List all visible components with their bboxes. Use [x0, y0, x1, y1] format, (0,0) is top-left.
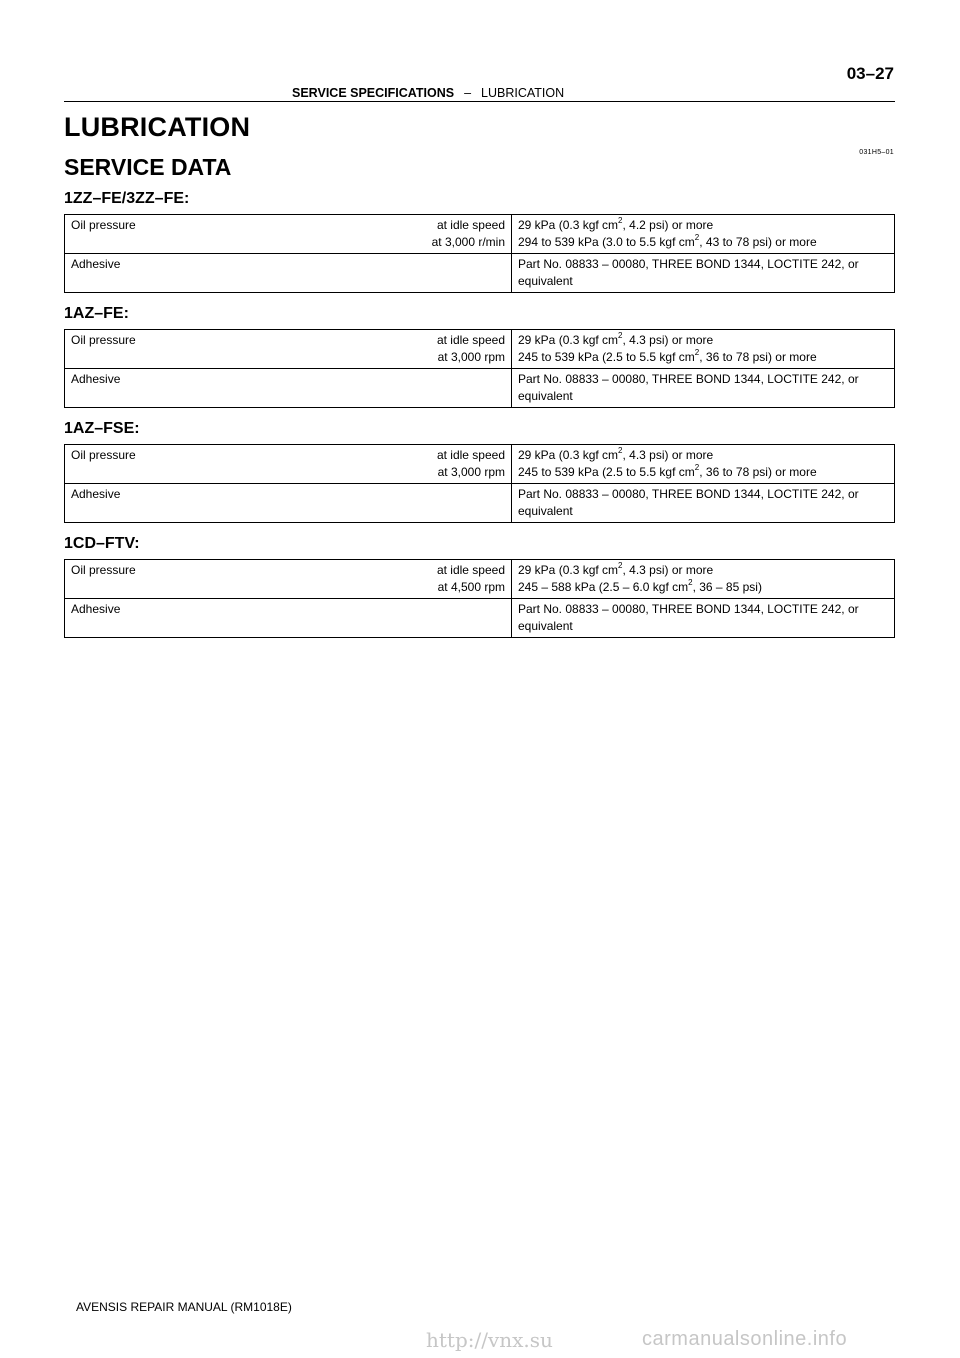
spec-sections	[64, 188, 895, 648]
spec-section-1az-fse	[64, 418, 895, 523]
spec-section-1az-fe	[64, 303, 895, 408]
spec-condition: at 4,500 rpm	[437, 580, 505, 594]
spec-table	[64, 214, 895, 293]
spec-table	[64, 329, 895, 408]
page-subtitle: SERVICE DATA	[64, 154, 232, 180]
watermark-link[interactable]: http://vnx.su	[426, 1328, 553, 1352]
page-title: LUBRICATION	[64, 112, 251, 142]
model-heading: 1AZ–FSE:	[64, 420, 140, 437]
spec-value: Part No. 08833 – 00080, THREE BOND 1344, LOCTITE 242, or equivalent	[512, 484, 895, 523]
table-row-adhesive	[65, 369, 895, 408]
model-heading: 1ZZ–FE/3ZZ–FE:	[64, 190, 190, 207]
running-header	[292, 86, 564, 100]
spec-value-cell	[512, 560, 895, 599]
spec-condition: at 3,000 rpm	[437, 465, 505, 479]
header-rule	[64, 101, 895, 102]
spec-label: Adhesive	[65, 369, 512, 408]
header-subsection: LUBRICATION	[481, 86, 565, 100]
spec-section-1cd-ftv	[64, 533, 895, 638]
spec-value-cell	[512, 330, 895, 369]
spec-condition: at idle speed	[436, 333, 505, 347]
watermark-text: carmanualsonline.info	[642, 1328, 848, 1350]
table-row-oil-pressure	[65, 560, 895, 599]
header-section: SERVICE SPECIFICATIONS	[292, 86, 455, 100]
model-heading: 1AZ–FE:	[64, 305, 129, 322]
spec-section-1zz-fe	[64, 188, 895, 293]
spec-value: Part No. 08833 – 00080, THREE BOND 1344, LOCTITE 242, or equivalent	[512, 369, 895, 408]
spec-label: Oil pressure	[71, 218, 136, 232]
table-row-oil-pressure	[65, 330, 895, 369]
spec-condition: at idle speed	[436, 563, 505, 577]
spec-value: Part No. 08833 – 00080, THREE BOND 1344, LOCTITE 242, or equivalent	[512, 254, 895, 293]
footer-manual-name: AVENSIS REPAIR MANUAL (RM1018E)	[76, 1300, 292, 1314]
table-row-adhesive	[65, 484, 895, 523]
spec-label: Adhesive	[65, 254, 512, 293]
spec-label-cell	[65, 445, 512, 484]
spec-value-cell	[512, 215, 895, 254]
spec-value: Part No. 08833 – 00080, THREE BOND 1344, LOCTITE 242, or equivalent	[512, 599, 895, 638]
spec-label: Adhesive	[65, 484, 512, 523]
spec-value: 294 to 539 kPa (3.0 to 5.5 kgf $cm^2$, 43 to 78 psi) or more	[518, 233, 817, 249]
spec-value: 245 to 539 kPa (2.5 to 5.5 kgf $cm^2$, 36 to 78 psi) or more	[518, 463, 817, 479]
spec-condition: at 3,000 r/min	[431, 235, 505, 249]
table-row-oil-pressure	[65, 215, 895, 254]
model-heading: 1CD–FTV:	[64, 535, 140, 552]
spec-label-cell	[65, 560, 512, 599]
spec-label: Adhesive	[65, 599, 512, 638]
doc-code: 031H5–01	[859, 149, 894, 156]
spec-label-cell	[65, 330, 512, 369]
spec-label: Oil pressure	[71, 563, 136, 577]
spec-label: Oil pressure	[71, 448, 136, 462]
spec-condition: at 3,000 rpm	[437, 350, 505, 364]
spec-table	[64, 444, 895, 523]
table-row-adhesive	[65, 599, 895, 638]
spec-label: Oil pressure	[71, 333, 136, 347]
spec-value: 29 kPa (0.3 kgf $cm^2$, 4.3 psi) or more	[518, 446, 714, 462]
spec-value: 245 – 588 kPa (2.5 – 6.0 kgf $cm^2$, 36 – 85 psi)	[518, 578, 762, 594]
spec-value-cell	[512, 445, 895, 484]
spec-condition: at idle speed	[436, 218, 505, 232]
table-row-adhesive	[65, 254, 895, 293]
header-separator: –	[464, 86, 472, 100]
spec-value: 29 kPa (0.3 kgf $cm^2$, 4.2 psi) or more	[518, 216, 714, 232]
spec-value: 245 to 539 kPa (2.5 to 5.5 kgf $cm^2$, 36 to 78 psi) or more	[518, 348, 817, 364]
page-number: 03–27	[846, 64, 894, 83]
spec-value: 29 kPa (0.3 kgf $cm^2$, 4.3 psi) or more	[518, 331, 714, 347]
spec-table	[64, 559, 895, 638]
spec-value: 29 kPa (0.3 kgf $cm^2$, 4.3 psi) or more	[518, 561, 714, 577]
spec-condition: at idle speed	[436, 448, 505, 462]
spec-label-cell	[65, 215, 512, 254]
table-row-oil-pressure	[65, 445, 895, 484]
